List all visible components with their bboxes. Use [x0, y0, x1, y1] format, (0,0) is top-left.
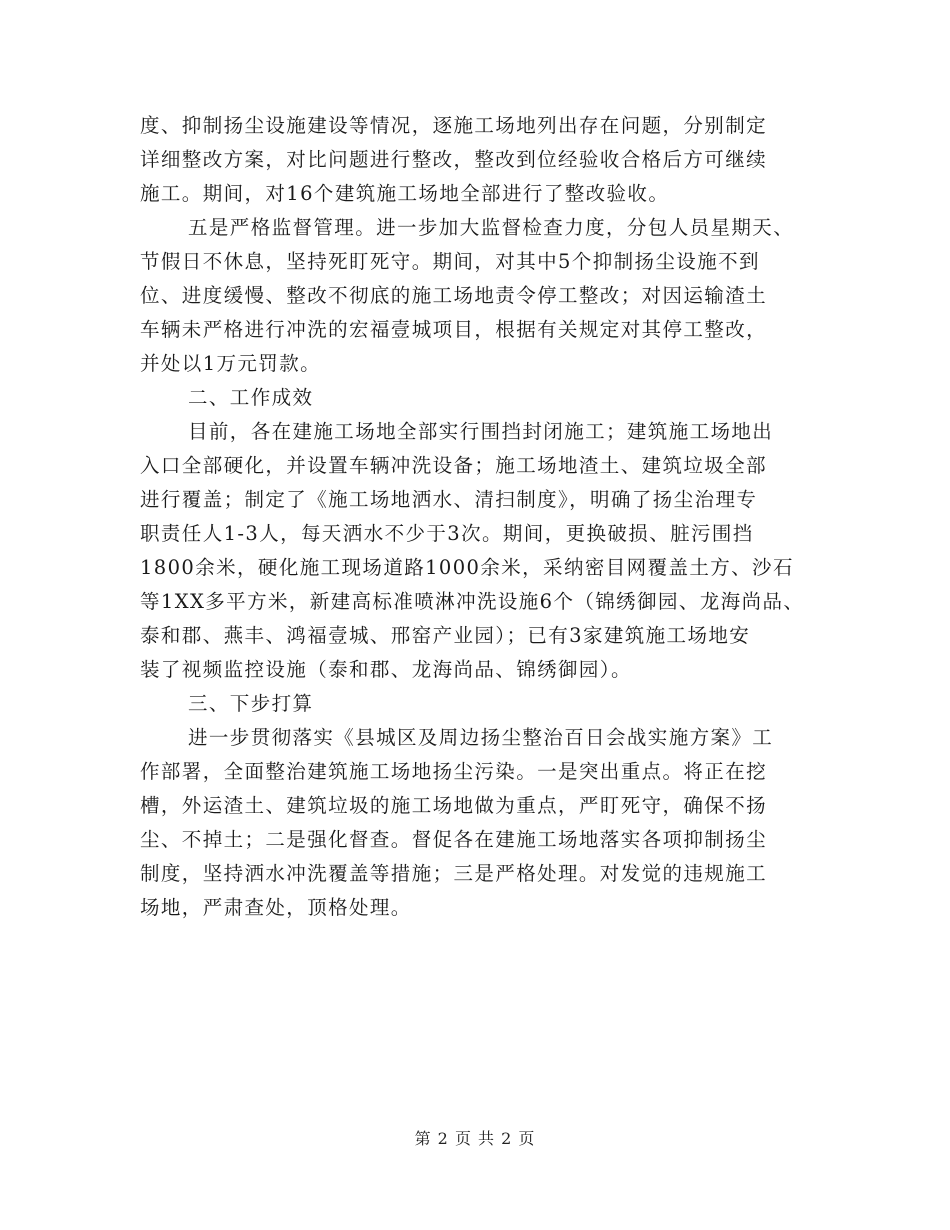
text-line: 泰和郡、燕丰、鸿福壹城、邢窑产业园）；已有3家建筑施工场地安	[140, 624, 751, 647]
text-line: 车辆未严格进行冲洗的宏福壹城项目，根据有关规定对其停工整改，	[140, 318, 768, 341]
paragraph-start-line: 进一步贯彻落实《县城区及周边扬尘整治百日会战实施方案》工	[188, 726, 774, 749]
text-line: 槽，外运渣土、建筑垃圾的施工场地做为重点，严盯死守，确保不扬	[140, 794, 768, 817]
paragraph-start-line: 目前，各在建施工场地全部实行围挡封闭施工；建筑施工场地出	[188, 420, 774, 443]
text-line: 等1XX多平方米，新建高标准喷淋冲洗设施6个（锦绣御园、龙海尚品、	[140, 590, 805, 613]
text-line: 作部署，全面整治建筑施工场地扬尘污染。一是突出重点。将正在挖	[140, 760, 768, 783]
text-line: 装了视频监控设施（泰和郡、龙海尚品、锦绣御园）。	[140, 658, 632, 681]
text-line: 节假日不休息，坚持死盯死守。期间，对其中5个抑制扬尘设施不到	[140, 250, 760, 273]
text-line: 场地，严肃查处，顶格处理。	[140, 896, 412, 919]
page-number-footer: 第 2 页 共 2 页	[414, 1129, 536, 1148]
text-line: 制度，坚持洒水冲洗覆盖等措施；三是严格处理。对发觉的违规施工	[140, 862, 768, 885]
section-heading: 二、工作成效	[188, 386, 314, 409]
section-heading: 三、下步打算	[188, 692, 314, 715]
text-line: 1800余米，硬化施工现场道路1000余米，采纳密目网覆盖土方、沙石	[140, 556, 794, 579]
text-line: 详细整改方案，对比问题进行整改，整改到位经验收合格后方可继续	[140, 148, 768, 171]
text-line: 进行覆盖；制定了《施工场地洒水、清扫制度》，明确了扬尘治理专	[140, 488, 758, 511]
text-line: 位、进度缓慢、整改不彻底的施工场地责令停工整改；对因运输渣土	[140, 284, 768, 307]
text-line: 并处以1万元罚款。	[140, 352, 322, 375]
text-line: 度、抑制扬尘设施建设等情况，逐施工场地列出存在问题，分别制定	[140, 114, 768, 137]
paragraph-start-line: 五是严格监督管理。进一步加大监督检查力度，分包人员星期天、	[188, 216, 795, 239]
text-line: 入口全部硬化，并设置车辆冲洗设备；施工场地渣土、建筑垃圾全部	[140, 454, 768, 477]
text-line: 职责任人1-3人，每天洒水不少于3次。期间，更换破损、脏污围挡	[140, 522, 754, 545]
text-line: 尘、不掉土；二是强化督查。督促各在建施工场地落实各项抑制扬尘	[140, 828, 768, 851]
text-line: 施工。期间，对16个建筑施工场地全部进行了整改验收。	[140, 182, 670, 205]
